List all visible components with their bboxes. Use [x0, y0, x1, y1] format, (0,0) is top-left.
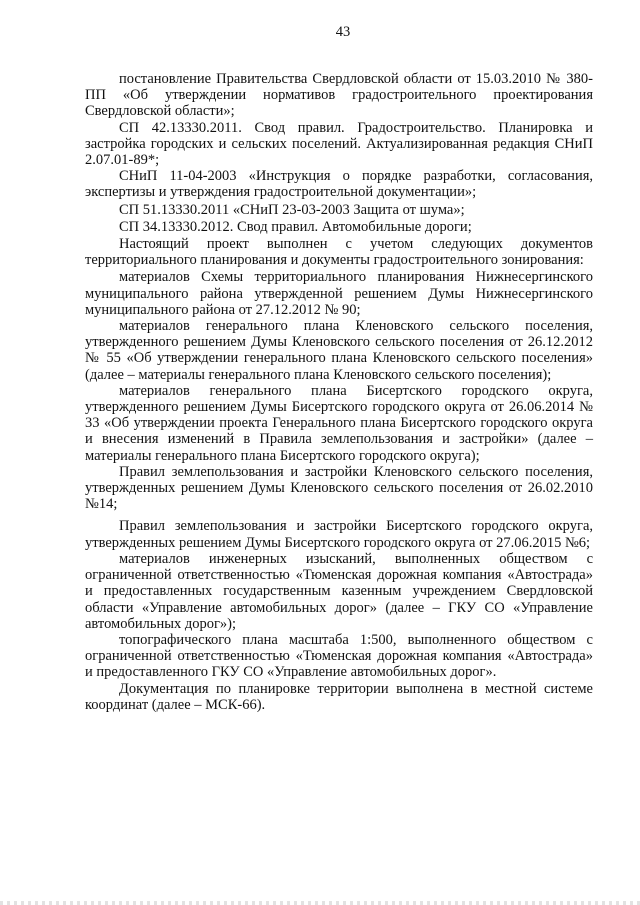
paragraph-bisert-general-plan: материалов генерального плана Бисертского городского округа, утвержденного решением Думы Бисертского городского округа от 26.06.2014 № 33 «Об утверждении проекта Генерального плана Бисертского городского округа и внесения изменений в Правила землепользования и застройки» (далее – материалы генерального плана Бисертского городского округа);	[85, 382, 593, 464]
paragraph-klenovskoe-land-use-rules: Правил землепользования и застройки Кленовского сельского поселения, утвержденных решением Думы Кленовского сельского поселения от 26.02.2010 №14;	[85, 463, 593, 513]
paragraph-bisert-land-use-rules: Правил землепользования и застройки Бисертского городского округа, утвержденных решением Думы Бисертского городского округа от 27.06.2015 №6;	[85, 518, 593, 551]
paragraph-sp-42: СП 42.13330.2011. Свод правил. Градостроительство. Планировка и застройка городских и сельских поселений. Актуализированная редакция СНиП 2.07.01-89*;	[85, 119, 593, 169]
paragraph-sp-51: СП 51.13330.2011 «СНиП 23-03-2003 Защита от шума»;	[119, 201, 465, 218]
scan-edge	[0, 901, 640, 905]
paragraph-government-resolution: постановление Правительства Свердловской области от 15.03.2010 № 380-ПП «Об утверждении нормативов градостроительного проектирования Свердловской области»;	[85, 71, 593, 120]
document-body	[85, 71, 593, 713]
paragraph-territorial-scheme: материалов Схемы территориального планирования Нижнесергинского муниципального района утвержденной решением Думы Нижнесергинского муниципального района от 27.12.2012 № 90;	[85, 269, 593, 318]
paragraph-sp-34: СП 34.13330.2012. Свод правил. Автомобильные дороги;	[119, 218, 472, 235]
page-number: 43	[335, 24, 351, 40]
paragraph-engineering-surveys: материалов инженерных изысканий, выполненных обществом с ограниченной ответственностью «Тюменская дорожная компания «Автострада» и предоставленных государственным казенным учреждением Свердловской области «Управление автомобильных дорог» (далее – ГКУ СО «Управление автомобильных дорог»);	[85, 550, 593, 632]
paragraph-project-basis: Настоящий проект выполнен с учетом следующих документов территориального планирования и документы градостроительного зонирования:	[85, 236, 593, 269]
paragraph-snip-11-04: СНиП 11-04-2003 «Инструкция о порядке разработки, согласования, экспертизы и утверждения градостроительной документации»;	[85, 168, 593, 201]
paragraph-klenovskoe-general-plan: материалов генерального плана Кленовского сельского поселения, утвержденного решением Думы Кленовского сельского поселения от 26.12.2012 № 55 «Об утверждении генерального плана Кленовского сельского поселения» (далее – материалы генерального плана Кленовского сельского поселения);	[85, 318, 593, 383]
paragraph-coordinate-system: Документация по планировке территории выполнена в местной системе координат (далее – МСК-66).	[85, 680, 593, 713]
paragraph-topographic-plan: топографического плана масштаба 1:500, выполненного обществом с ограниченной ответственностью «Тюменская дорожная компания «Автострада» и предоставленного ГКУ СО «Управление автомобильных дорог».	[85, 631, 593, 681]
